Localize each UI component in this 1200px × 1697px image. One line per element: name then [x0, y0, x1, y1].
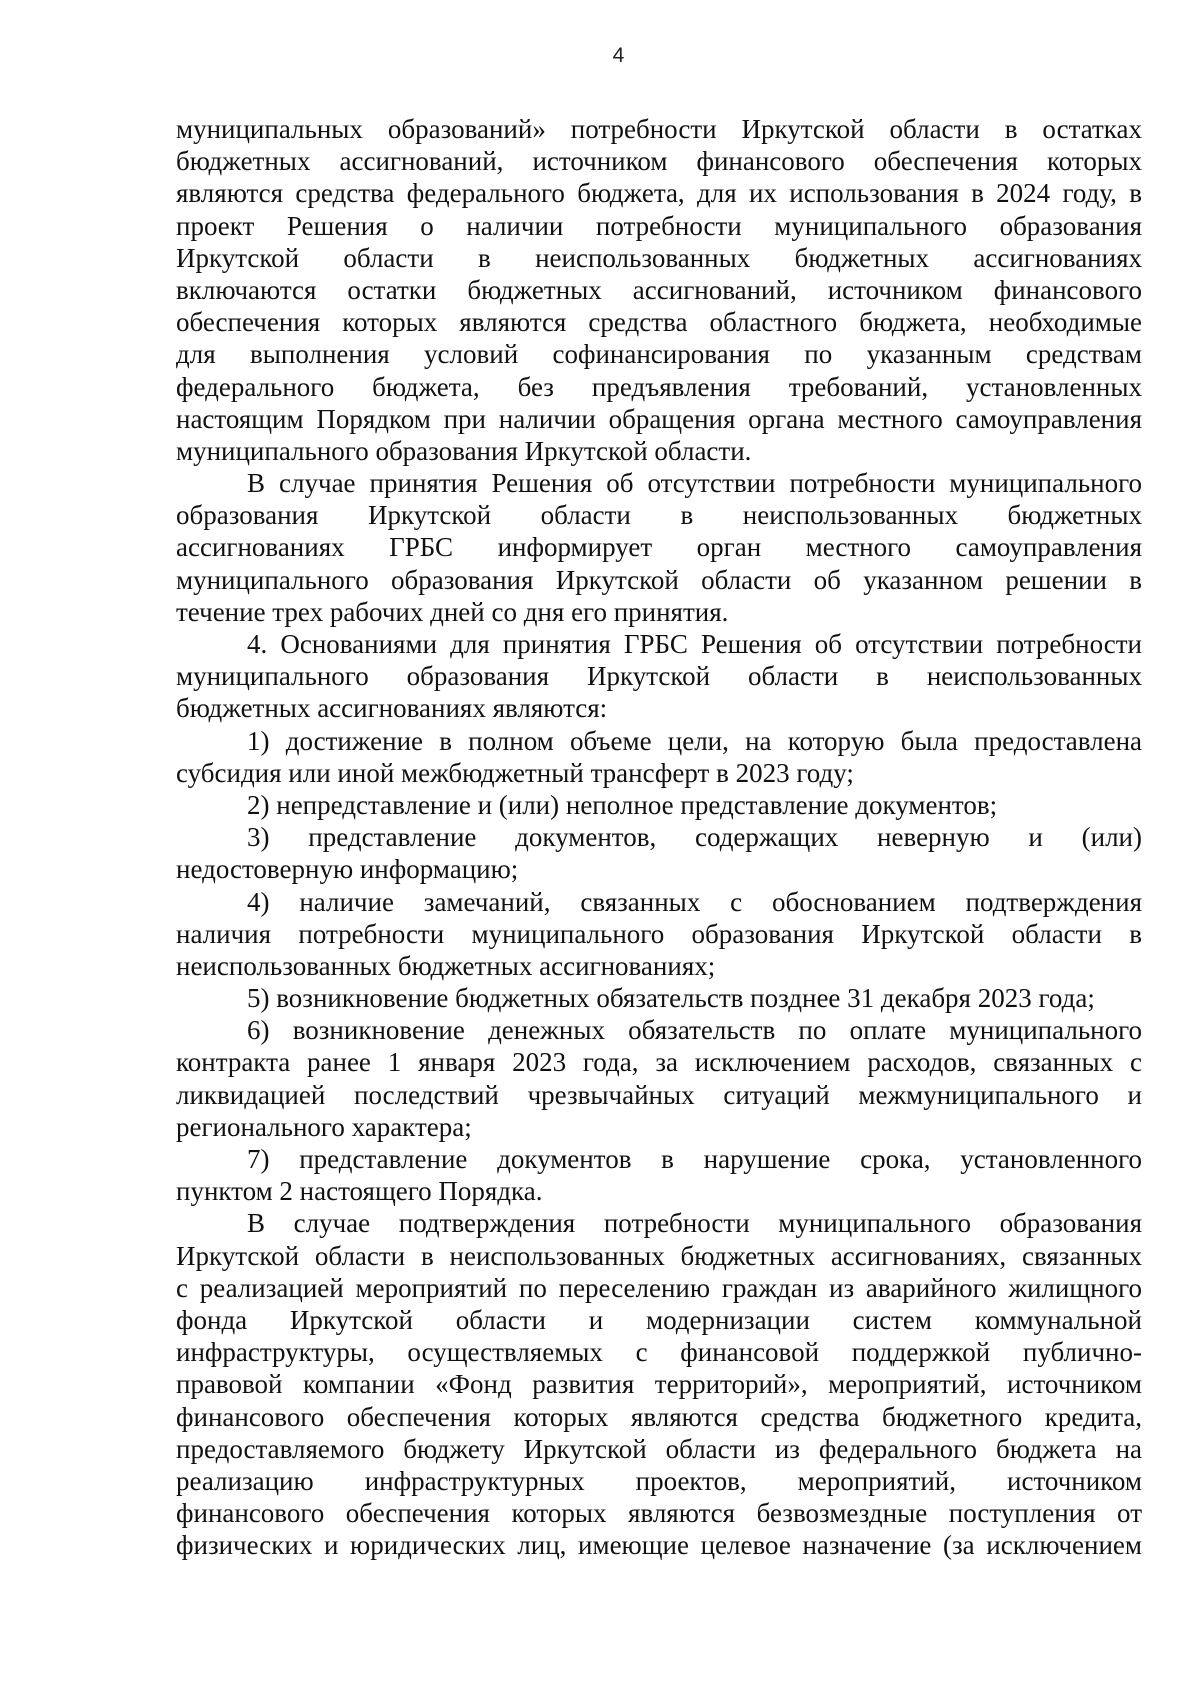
paragraph	[176, 982, 1142, 1014]
text-line: 3) представление документов, содержащих неверную и (или)	[247, 822, 1142, 853]
paragraph	[176, 725, 1142, 789]
text-line: муниципального образования Иркутской области.	[176, 435, 752, 466]
text-line: наличия потребности муниципального образования Иркутской области в	[176, 918, 1142, 949]
text-line: реализацию инфраструктурных проектов, мероприятий, источником	[176, 1465, 1142, 1496]
text-line: обеспечения которых являются средства областного бюджета, необходимые	[176, 307, 1142, 338]
text-line: Иркутской области в неиспользованных бюджетных ассигнованиях	[176, 242, 1142, 273]
paragraph	[176, 628, 1142, 725]
text-line: настоящим Порядком при наличии обращения органа местного самоуправления	[176, 403, 1142, 434]
text-line: 1) достижение в полном объеме цели, на которую была предоставлена	[247, 725, 1142, 756]
text-line: фонда Иркутской области и модернизации систем коммунальной	[176, 1304, 1142, 1335]
text-line: Иркутской области в неиспользованных бюджетных ассигнованиях, связанных	[176, 1240, 1142, 1271]
text-line: 7) представление документов в нарушение срока, установленного	[247, 1144, 1142, 1174]
text-line: бюджетных ассигнований, источником финансового обеспечения которых	[176, 146, 1142, 177]
text-line: физических и юридических лиц, имеющие целевое назначение (за исключением	[176, 1530, 1142, 1561]
text-line: федерального бюджета, без предъявления требований, установленных	[176, 371, 1142, 402]
text-line: финансового обеспечения которых являются безвозмездные поступления от	[176, 1498, 1142, 1529]
paragraph	[176, 467, 1142, 628]
text-line: контракта ранее 1 января 2023 года, за исключением расходов, связанных с	[176, 1047, 1142, 1078]
text-line: неиспользованных бюджетных ассигнованиях;	[176, 950, 716, 981]
text-line: являются средства федерального бюджета, для их использования в 2024 году, в	[176, 178, 1142, 209]
paragraph	[176, 789, 1142, 821]
text-line: 5) возникновение бюджетных обязательств позднее 31 декабря 2023 года;	[247, 983, 1095, 1014]
paragraph	[176, 1143, 1142, 1207]
document-body	[176, 113, 1142, 1561]
text-line: В случае принятия Решения об отсутствии потребности муниципального	[247, 468, 1142, 499]
text-line: недостоверную информацию;	[176, 854, 519, 885]
text-line: 2) непредставление и (или) неполное представление документов;	[247, 789, 998, 820]
text-line: пунктом 2 настоящего Порядка.	[176, 1176, 543, 1207]
text-line: образования Иркутской области в неиспользованных бюджетных	[176, 500, 1142, 531]
text-line: правовой компании «Фонд развития территорий», мероприятий, источником	[176, 1369, 1142, 1400]
text-line: включаются остатки бюджетных ассигнований, источником финансового	[176, 274, 1142, 305]
paragraph	[176, 886, 1142, 983]
text-line: течение трех рабочих дней со дня его принятия.	[176, 596, 729, 627]
text-line: муниципального образования Иркутской области об указанном решении в	[176, 564, 1142, 595]
text-line: инфраструктуры, осуществляемых с финансовой поддержкой публично-	[176, 1337, 1142, 1368]
paragraph	[176, 821, 1142, 885]
text-line: проект Решения о наличии потребности муниципального образования	[176, 210, 1142, 241]
text-line: муниципального образования Иркутской области в неиспользованных	[176, 661, 1142, 692]
paragraph	[176, 1014, 1142, 1143]
text-line: 4) наличие замечаний, связанных с обоснованием подтверждения	[247, 886, 1142, 917]
text-line: субсидия или иной межбюджетный трансферт в 2023 году;	[176, 757, 854, 788]
text-line: с реализацией мероприятий по переселению граждан из аварийного жилищного	[176, 1272, 1142, 1303]
text-line: В случае подтверждения потребности муниципального образования	[247, 1208, 1142, 1239]
text-line: бюджетных ассигнованиях являются:	[176, 693, 608, 724]
text-line: финансового обеспечения которых являются средства бюджетного кредита,	[176, 1401, 1142, 1432]
text-line: ассигнованиях ГРБС информирует орган местного самоуправления	[176, 532, 1142, 563]
text-line: предоставляемого бюджету Иркутской области из федерального бюджета на	[176, 1433, 1142, 1464]
text-line: муниципальных образований» потребности Иркутской области в остатках	[176, 114, 1142, 144]
page-number: 4	[612, 44, 625, 67]
text-line: ликвидацией последствий чрезвычайных ситуаций межмуниципального и	[176, 1079, 1142, 1110]
text-line: 4. Основаниями для принятия ГРБС Решения об отсутствии потребности	[247, 629, 1142, 659]
paragraph	[176, 113, 1142, 467]
text-line: регионального характера;	[176, 1111, 472, 1142]
text-line: 6) возникновение денежных обязательств по оплате муниципального	[247, 1015, 1142, 1046]
paragraph	[176, 1207, 1142, 1561]
text-line: для выполнения условий софинансирования по указанным средствам	[176, 339, 1142, 370]
